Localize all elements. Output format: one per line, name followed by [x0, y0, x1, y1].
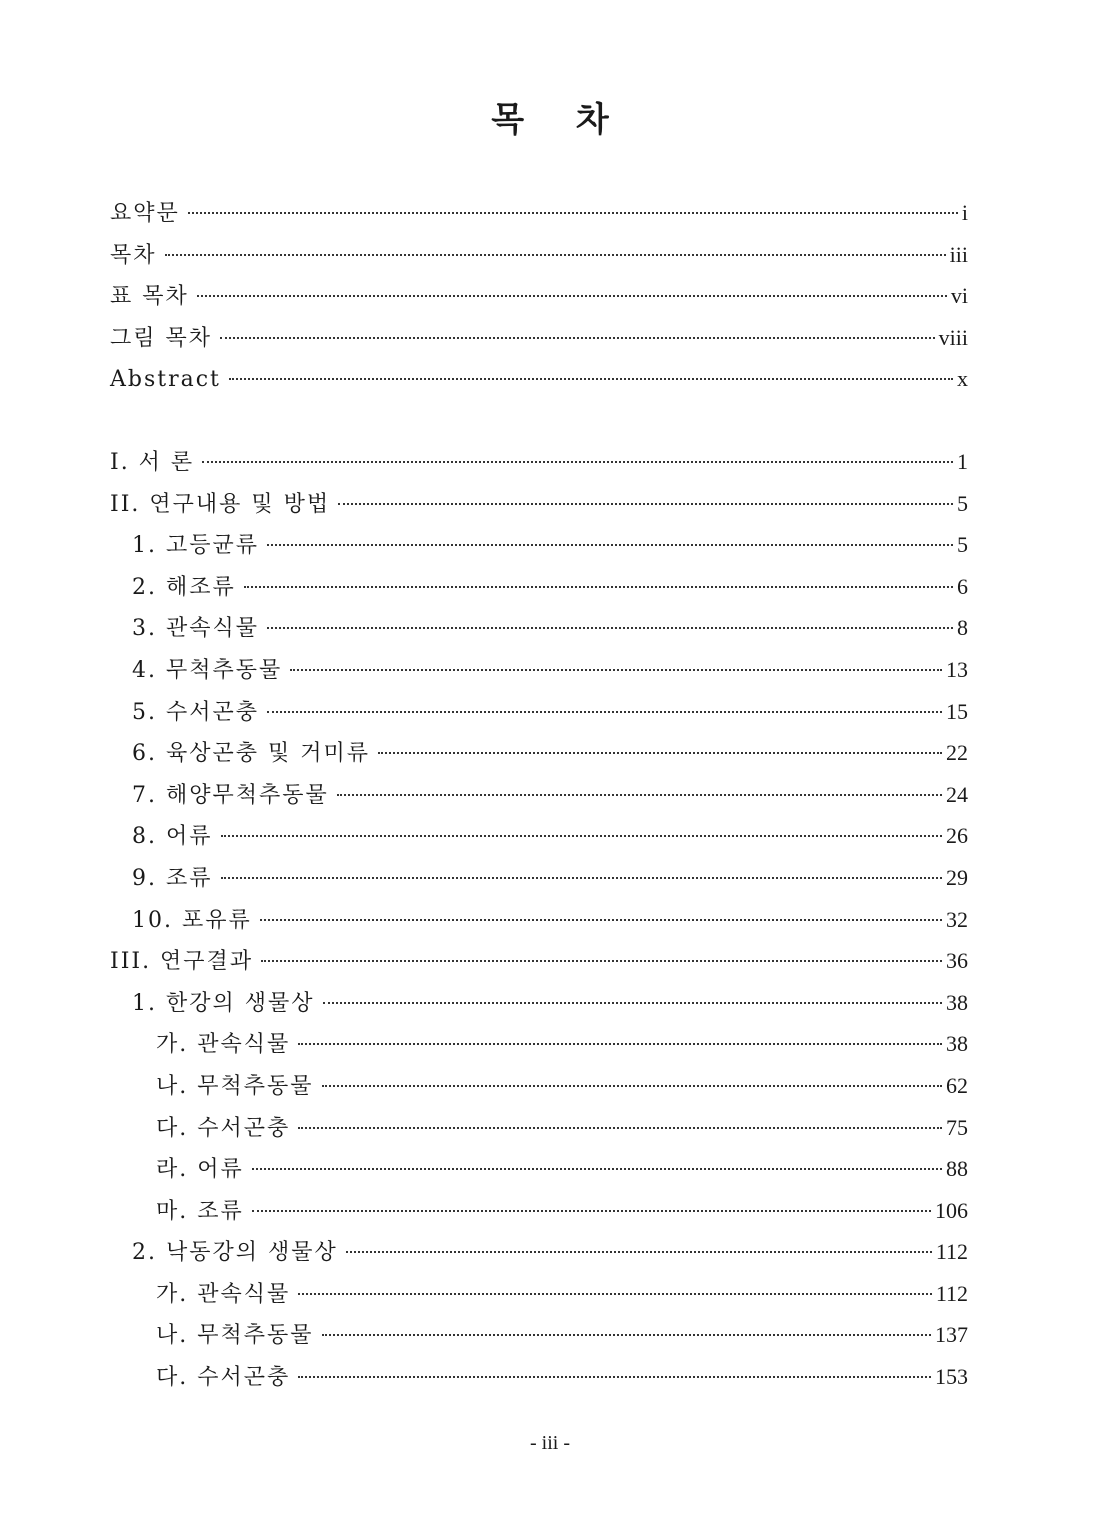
toc-entry-label: 나. 무척추동물	[156, 1073, 314, 1099]
dot-leader	[378, 752, 942, 754]
toc-entry-page: vi	[950, 283, 968, 309]
toc-entry-label: I. 서 론	[110, 450, 195, 475]
toc-entry-label: 표 목차	[110, 284, 189, 310]
toc-entry[interactable]	[110, 524, 968, 566]
toc-entry[interactable]	[110, 192, 968, 234]
toc-entry-label: Abstract	[110, 367, 221, 393]
toc-entry-label: 가. 관속식물	[156, 1281, 291, 1307]
dot-leader	[323, 1002, 943, 1004]
toc-entry[interactable]	[110, 1148, 968, 1190]
toc-entry[interactable]	[110, 441, 968, 483]
dot-leader	[298, 1293, 932, 1295]
toc-entry-page: 88	[946, 1156, 968, 1182]
dot-leader	[322, 1334, 932, 1336]
toc-entry[interactable]	[110, 1190, 968, 1232]
dot-leader	[298, 1376, 931, 1378]
toc-entry[interactable]	[110, 1356, 968, 1398]
toc-entry-page: i	[961, 200, 968, 225]
toc-entry-page: 1	[957, 449, 968, 474]
toc-entry-label: III. 연구결과	[110, 949, 254, 975]
toc-entry[interactable]	[110, 1107, 968, 1149]
dot-leader	[252, 1168, 942, 1170]
toc-entry-label: 요약문	[110, 201, 180, 226]
toc-entry-page: 153	[935, 1364, 968, 1390]
dot-leader	[290, 669, 942, 671]
toc-entry-label: 라. 어류	[156, 1157, 244, 1183]
toc-entry[interactable]	[110, 607, 968, 649]
toc-entry-page: viii	[938, 324, 968, 350]
toc-entry-label: 다. 수서곤충	[156, 1365, 291, 1391]
toc-entry-page: 75	[946, 1114, 968, 1140]
toc-entry-page: 13	[946, 656, 968, 682]
dot-leader	[220, 337, 935, 339]
page-title: 목 차	[491, 100, 629, 140]
toc-entry-label: 다. 수서곤충	[156, 1115, 291, 1141]
dot-leader	[267, 711, 942, 713]
dot-leader	[267, 544, 953, 546]
toc-entry-label: 8. 어류	[132, 824, 213, 850]
toc-entry-page: 29	[946, 864, 968, 890]
toc-entry-label: 그림 목차	[110, 325, 213, 351]
toc-entry[interactable]	[110, 1231, 968, 1273]
toc-entry-label: 3. 관속식물	[132, 616, 259, 642]
toc-list	[110, 441, 968, 1398]
dot-leader	[244, 586, 953, 588]
toc-entry[interactable]	[110, 483, 968, 525]
dot-leader	[260, 919, 942, 921]
toc-entry-label: 10. 포유류	[132, 907, 252, 933]
toc-entry-label: II. 연구내용 및 방법	[110, 491, 331, 517]
toc-entry[interactable]	[110, 234, 968, 276]
dot-leader	[261, 960, 942, 962]
toc-entry-page: 112	[935, 1239, 968, 1265]
toc-entry-label: 6. 육상곤충 및 거미류	[132, 741, 370, 767]
toc-entry[interactable]	[110, 732, 968, 774]
toc-entry-page: 22	[946, 740, 968, 766]
dot-leader	[188, 212, 958, 214]
dot-leader	[202, 461, 953, 463]
dot-leader	[221, 877, 943, 879]
toc-entry[interactable]	[110, 774, 968, 816]
toc-entry[interactable]	[110, 649, 968, 691]
dot-leader	[298, 1127, 942, 1129]
toc-entry-page: 26	[946, 823, 968, 849]
dot-leader	[346, 1251, 932, 1253]
toc-entry-label: 7. 해양무척추동물	[132, 782, 329, 808]
toc-entry[interactable]	[110, 899, 968, 941]
toc-entry-label: 1. 고등균류	[132, 533, 259, 559]
toc-entry-label: 나. 무척추동물	[156, 1323, 314, 1349]
toc-entry-page: 5	[957, 532, 968, 558]
toc-entry[interactable]	[110, 940, 968, 982]
toc-entry-label: 가. 관속식물	[156, 1032, 291, 1058]
toc-entry[interactable]	[110, 275, 968, 317]
toc-entry-page: 24	[946, 781, 968, 807]
toc-entry-label: 9. 조류	[132, 865, 213, 891]
toc-entry-page: 38	[946, 1031, 968, 1057]
toc-entry-page: iii	[949, 241, 968, 267]
toc-entry[interactable]	[110, 317, 968, 359]
dot-leader	[165, 254, 946, 256]
toc-entry[interactable]	[110, 1065, 968, 1107]
toc-entry[interactable]	[110, 982, 968, 1024]
page-number-footer: - iii -	[530, 1432, 570, 1454]
dot-leader	[322, 1085, 943, 1087]
dot-leader	[337, 794, 942, 796]
front-matter-list	[110, 192, 968, 400]
toc-entry[interactable]	[110, 566, 968, 608]
dot-leader	[298, 1043, 942, 1045]
toc-entry-page: 8	[957, 615, 968, 641]
toc-entry-page: 137	[935, 1322, 968, 1348]
toc-entry-page: 6	[957, 573, 968, 599]
toc-entry[interactable]	[110, 1314, 968, 1356]
toc-entry-label: 마. 조류	[156, 1198, 244, 1224]
dot-leader	[267, 627, 953, 629]
toc-entry[interactable]	[110, 1023, 968, 1065]
dot-leader	[338, 503, 953, 505]
dot-leader	[252, 1210, 931, 1212]
toc-entry-page: 112	[935, 1280, 968, 1306]
toc-entry-label: 목차	[110, 242, 157, 268]
toc-entry-page: 38	[946, 989, 968, 1015]
toc-entry-page: x	[957, 366, 968, 392]
toc-entry-page: 106	[935, 1197, 968, 1223]
toc-entry-label: 2. 낙동강의 생물상	[132, 1240, 338, 1266]
toc-entry-label: 5. 수서곤충	[132, 699, 259, 725]
toc-entry[interactable]	[110, 1273, 968, 1315]
toc-entry-page: 15	[946, 698, 968, 724]
toc-entry-label: 4. 무척추동물	[132, 657, 283, 683]
toc-entry-page: 62	[946, 1072, 968, 1098]
toc-entry[interactable]	[110, 857, 968, 899]
toc-entry-label: 1. 한강의 생물상	[132, 990, 315, 1016]
toc-entry-page: 5	[957, 490, 968, 516]
dot-leader	[229, 378, 953, 380]
toc-entry[interactable]	[110, 815, 968, 857]
toc-entry-page: 36	[946, 948, 968, 974]
toc-entry-page: 32	[946, 906, 968, 932]
toc-entry[interactable]	[110, 691, 968, 733]
toc-entry[interactable]	[110, 358, 968, 400]
dot-leader	[197, 295, 947, 297]
toc-entry-label: 2. 해조류	[132, 574, 236, 600]
dot-leader	[221, 835, 943, 837]
